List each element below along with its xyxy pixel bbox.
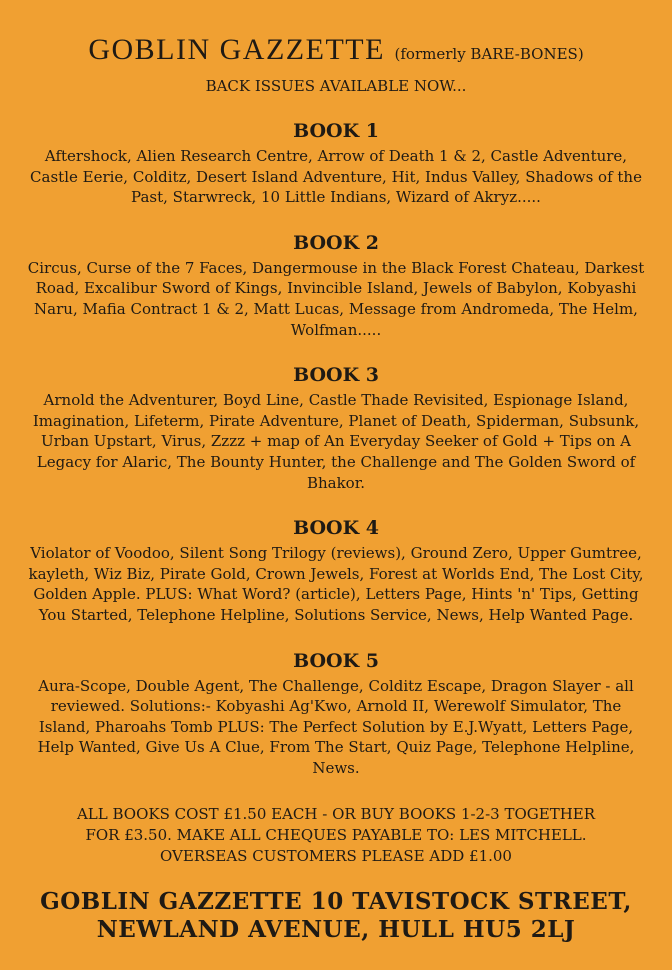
book-section	[26, 120, 646, 208]
subtitle: BACK ISSUES AVAILABLE NOW...	[205, 77, 467, 95]
book-section	[26, 232, 646, 340]
book-title: BOOK 3	[293, 364, 379, 387]
address-line: NEWLAND AVENUE, HULL HU5 2LJ	[96, 916, 576, 944]
book-section	[26, 364, 646, 493]
book-contents: Circus, Curse of the 7 Faces, Dangermouse in the Black Forest Chateau, Darkest Road, Excalibur Sword of Kings, Invincible Island, Jewels of Babylon, Kobyashi Naru, Mafia Contract 1 & 2, Matt Lucas, Message from Andromeda, The Helm, Wolfman.....	[27, 258, 645, 339]
title-note: (formerly BARE-BONES)	[394, 45, 584, 63]
header-title-line	[26, 34, 646, 70]
book-title: BOOK 5	[293, 649, 379, 672]
book-contents: Arnold the Adventurer, Boyd Line, Castle Thade Revisited, Espionage Island, Imagination, Lifeterm, Pirate Adventure, Planet of Death, Spiderman, Subsunk, Urban Upstart, Virus, Zzzz + map of An Everyday Seeker of Gold + Tips on A Legacy for Alaric, The Bounty Hunter, the Challenge and The Golden Sword of Bhakor.	[32, 391, 640, 492]
address-line: GOBLIN GAZZETTE 10 TAVISTOCK STREET,	[40, 888, 632, 916]
book-title: BOOK 2	[293, 231, 379, 254]
pricing-line: OVERSEAS CUSTOMERS PLEASE ADD £1.00	[160, 846, 512, 865]
book-section	[26, 650, 646, 779]
book-section	[26, 517, 646, 625]
book-contents: Aura-Scope, Double Agent, The Challenge, Colditz Escape, Dragon Slayer - all reviewed. Solutions:- Kobyashi Ag'Kwo, Arnold II, Werewolf Simulator, The Island, Pharoahs Tomb PLUS: The Perfect Solution by E.J.Wyatt, Letters Page, Help Wanted, Give Us A Clue, From The Start, Quiz Page, Telephone Helpline, News.	[37, 676, 635, 777]
book-contents: Violator of Voodoo, Silent Song Trilogy (reviews), Ground Zero, Upper Gumtree, kayleth, Wiz Biz, Pirate Gold, Crown Jewels, Forest at Worlds End, The Lost City, Golden Apple. PLUS: What Word? (article), Letters Page, Hints 'n' Tips, Getting You Started, Telephone Helpline, Solutions Service, News, Help Wanted Page.	[28, 544, 644, 624]
book-contents: Aftershock, Alien Research Centre, Arrow of Death 1 & 2, Castle Adventure, Castle Eerie, Colditz, Desert Island Adventure, Hit, Indus Valley, Shadows of the Past, Starwreck, 10 Little Indians, Wizard of Akryz.....	[30, 147, 642, 207]
pricing-block	[26, 804, 646, 866]
book-title: BOOK 1	[293, 120, 379, 142]
pricing-line: FOR £3.50. MAKE ALL CHEQUES PAYABLE TO: LES MITCHELL.	[85, 826, 587, 845]
address-block	[26, 888, 646, 944]
book-title: BOOK 4	[293, 517, 379, 540]
pricing-line: ALL BOOKS COST £1.50 EACH - OR BUY BOOKS 1-2-3 TOGETHER	[76, 805, 596, 824]
magazine-title: GOBLIN GAZZETTE	[88, 33, 385, 66]
